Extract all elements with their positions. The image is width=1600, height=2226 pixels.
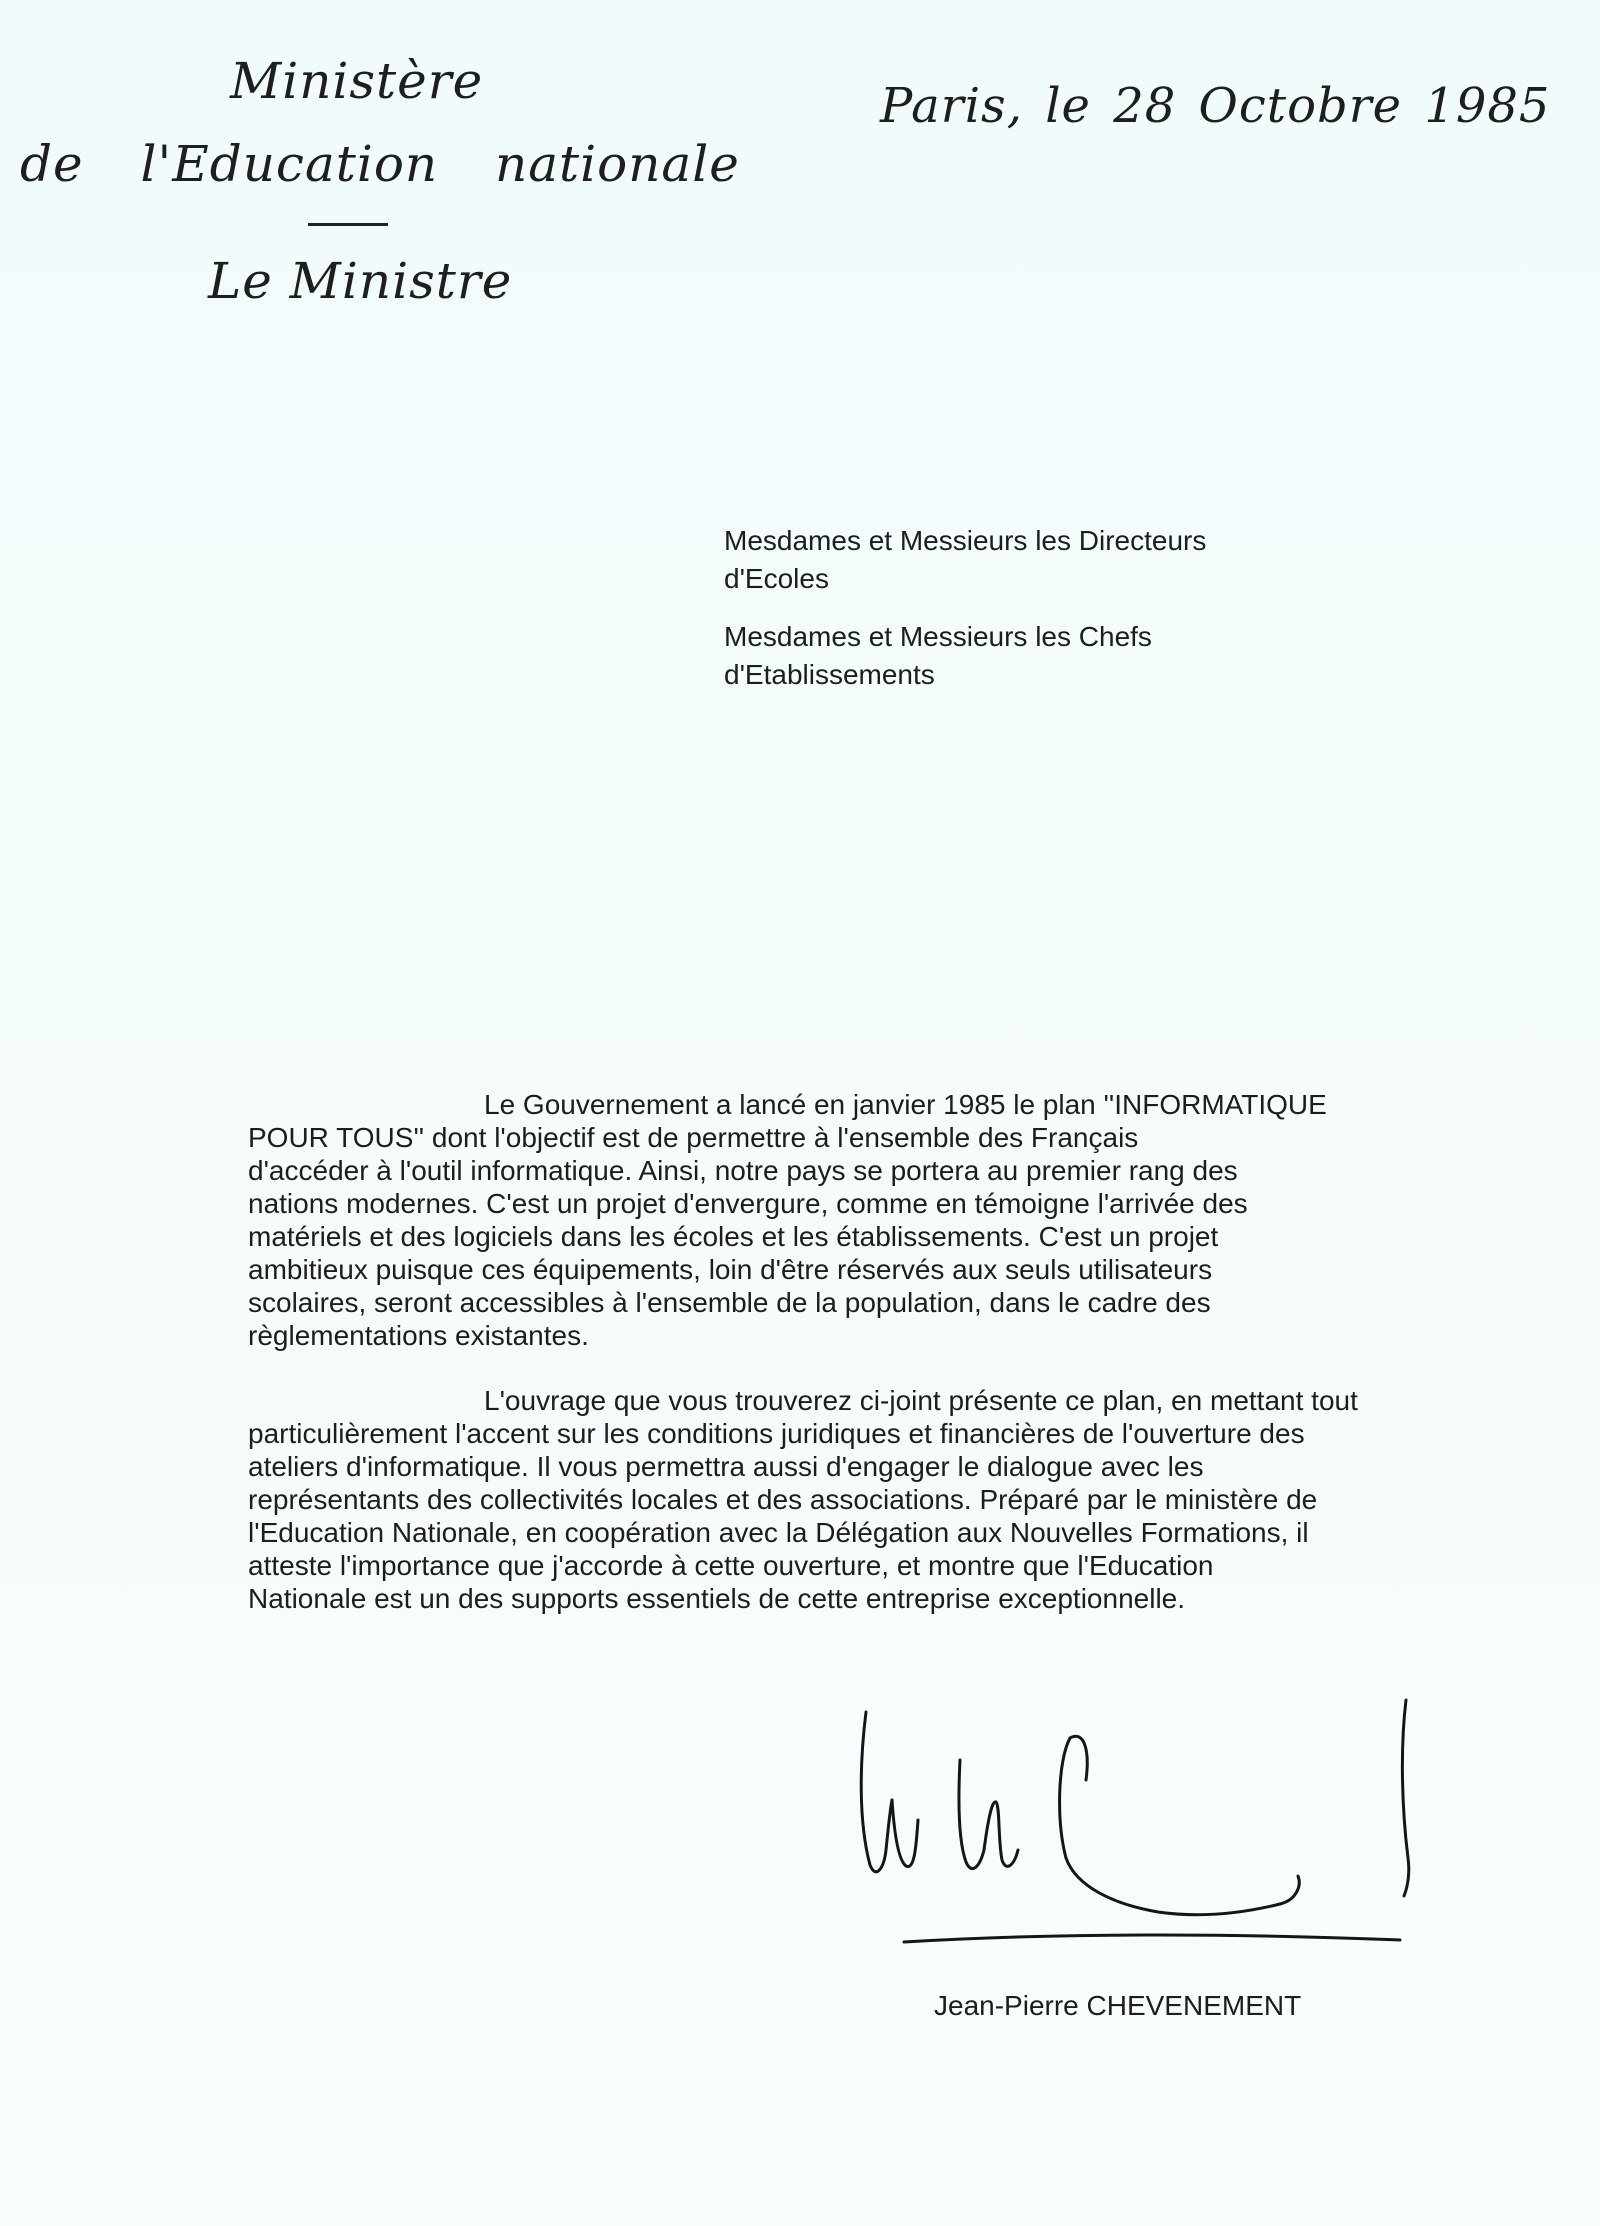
body-line: nations modernes. C'est un projet d'envergure, comme en témoigne l'arrivée des — [248, 1188, 1248, 1219]
letterhead-title: Le Ministre — [208, 252, 513, 310]
body-line: d'accéder à l'outil informatique. Ainsi, notre pays se portera au premier rang des — [248, 1155, 1238, 1186]
body-line: atteste l'importance que j'accorde à cette ouverture, et montre que l'Education — [248, 1550, 1214, 1581]
body-line: particulièrement l'accent sur les conditions juridiques et financières de l'ouverture des — [248, 1418, 1305, 1449]
body-line: ateliers d'informatique. Il vous permettra aussi d'engager le dialogue avec les — [248, 1451, 1204, 1482]
letterhead-department: de l'Education nationale — [20, 135, 740, 193]
recipient-line: Mesdames et Messieurs les Directeurs — [724, 525, 1207, 556]
handwritten-signature — [840, 1690, 1440, 1950]
letter-body — [248, 1088, 1538, 1647]
body-line: L'ouvrage que vous trouverez ci-joint présente ce plan, en mettant tout — [484, 1385, 1358, 1416]
body-paragraph — [248, 1384, 1538, 1615]
body-line: scolaires, seront accessibles à l'ensemble de la population, dans le cadre des — [248, 1287, 1211, 1318]
recipient-line: Mesdames et Messieurs les Chefs — [724, 621, 1152, 652]
recipient-line: d'Ecoles — [724, 563, 829, 594]
letterhead-ministry: Ministère — [230, 52, 484, 110]
letterhead-divider — [308, 223, 388, 226]
recipients-block — [724, 522, 1364, 714]
recipient-line: d'Etablissements — [724, 659, 935, 690]
body-paragraph — [248, 1088, 1538, 1352]
body-line: règlementations existantes. — [248, 1320, 589, 1351]
signatory-name: Jean-Pierre CHEVENEMENT — [934, 1990, 1302, 2021]
recipient — [724, 618, 1364, 694]
place-date: Paris, le 28 Octobre 1985 — [880, 78, 1551, 134]
body-line: l'Education Nationale, en coopération avec la Délégation aux Nouvelles Formations, il — [248, 1517, 1309, 1548]
body-line: POUR TOUS'' dont l'objectif est de permettre à l'ensemble des Français — [248, 1122, 1139, 1153]
recipient — [724, 522, 1364, 598]
body-line: représentants des collectivités locales et des associations. Préparé par le ministère de — [248, 1484, 1318, 1515]
body-line: Le Gouvernement a lancé en janvier 1985 le plan ''INFORMATIQUE — [484, 1089, 1327, 1120]
body-line: Nationale est un des supports essentiels de cette entreprise exceptionnelle. — [248, 1583, 1186, 1614]
letterhead — [0, 0, 740, 340]
body-line: ambitieux puisque ces équipements, loin d'être réservés aux seuls utilisateurs — [248, 1254, 1213, 1285]
body-line: matériels et des logiciels dans les écoles et les établissements. C'est un projet — [248, 1221, 1219, 1252]
